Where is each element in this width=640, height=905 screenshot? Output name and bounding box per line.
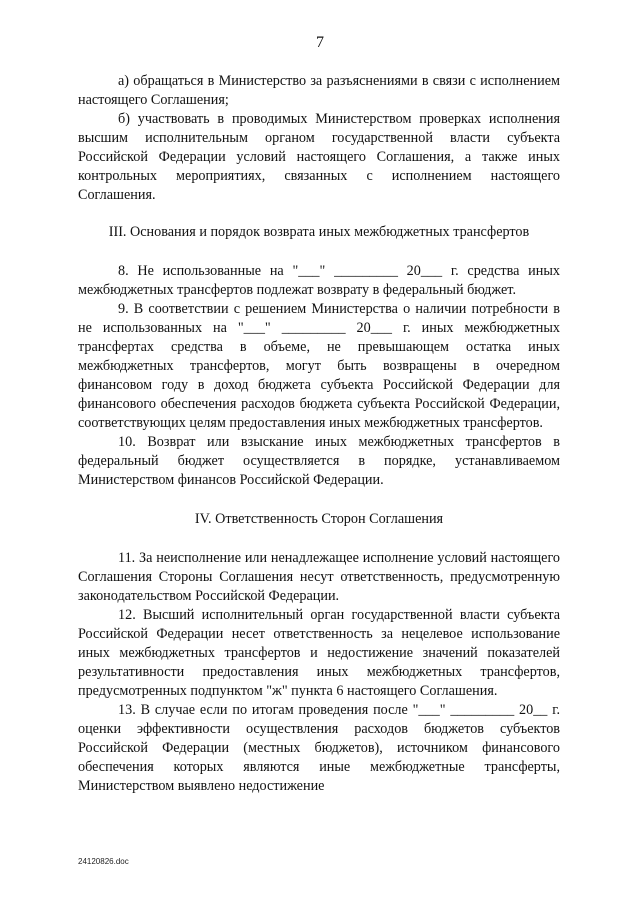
- paragraph-10: 10. Возврат или взыскание иных межбюджетных трансфертов в федеральный бюджет осуществляется в порядке, устанавливаемом Министерством финансов Российской Федерации.: [78, 434, 560, 488]
- paragraph-8: 8. Не использованные на "___" _________ 20___ г. средства иных межбюджетных трансфертов подлежат возврату в федеральный бюджет.: [78, 263, 560, 298]
- paragraph-11: 11. За неисполнение или ненадлежащее исполнение условий настоящего Соглашения Стороны Соглашения несут ответственность, предусмотренную законодательством Российской Федерации.: [78, 550, 560, 604]
- section-4-heading: IV. Ответственность Сторон Соглашения: [194, 511, 444, 527]
- paragraph-a: а) обращаться в Министерство за разъяснениями в связи с исполнением настоящего Соглашения;: [78, 73, 560, 108]
- paragraph-12: 12. Высший исполнительный орган государственной власти субъекта Российской Федерации несет ответственность за нецелевое использование иных межбюджетных трансфертов и недостижение значений показателей результативности предоставления иных межбюджетных трансфертов, предусмотренных подпунктом "ж" пункта 6 настоящего Соглашения.: [78, 607, 560, 699]
- page-number: 7: [316, 34, 324, 51]
- paragraph-9: 9. В соответствии с решением Министерства о наличии потребности в не использованных на "___" _________ 20___ г. иных межбюджетных трансфертах средства в объеме, не превышающем остатка иных межбюджетных трансфертов, могут быть возвращены в очередном финансовом году в доход бюджета субъекта Российской Федерации для финансового обеспечения расходов бюджета субъекта Российской Федерации, соответствующих целям предоставления иных межбюджетных трансфертов.: [78, 301, 560, 431]
- paragraph-b: б) участвовать в проводимых Министерством проверках исполнения высшим исполнительным органом государственной власти субъекта Российской Федерации условий настоящего Соглашения, а также иных контрольных мероприятиях, связанных с исполнением настоящего Соглашения.: [78, 111, 560, 203]
- document-body: [78, 72, 560, 796]
- footer-filename: 24120826.doc: [78, 857, 129, 866]
- section-3-heading: III. Основания и порядок возврата иных межбюджетных трансфертов: [108, 224, 530, 240]
- paragraph-13: 13. В случае если по итогам проведения после "___" _________ 20__ г. оценки эффективности осуществления расходов бюджетов субъектов Российской Федерации (местных бюджетов), источником финансового обеспечения которых являются иные межбюджетные трансферты, Министерством выявлено недостижение: [78, 702, 560, 794]
